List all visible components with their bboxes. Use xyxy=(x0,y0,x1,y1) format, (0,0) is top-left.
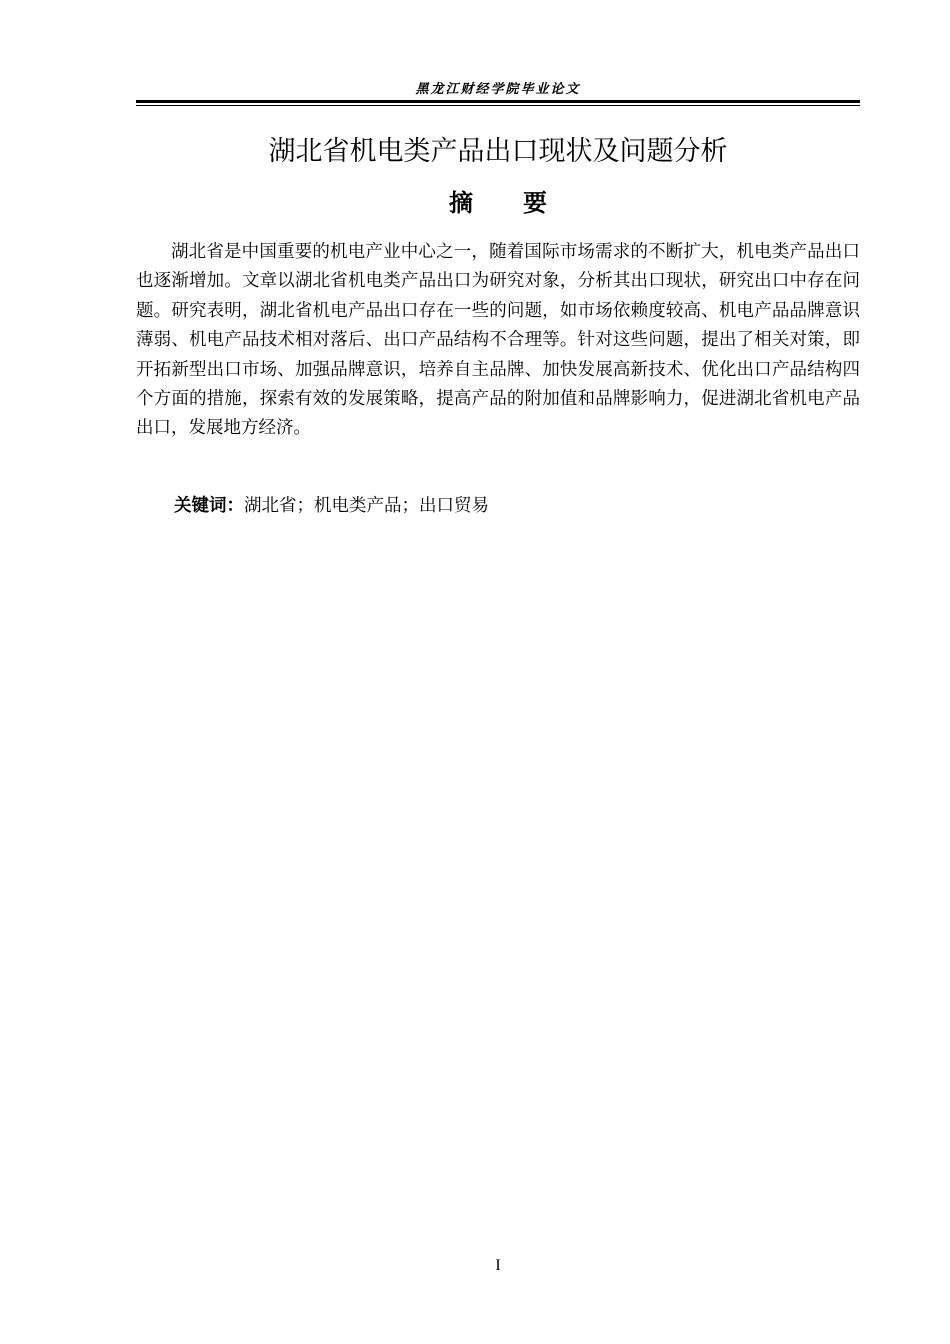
header-rule-thick xyxy=(136,100,860,103)
page-number: I xyxy=(495,1257,501,1274)
abstract-body: 湖北省是中国重要的机电产业中心之一，随着国际市场需求的不断扩大，机电类产品出口也逐渐增加。文章以湖北省机电类产品出口为研究对象，分析其出口现状，研究出口中存在问题。研究表明，湖北省机电产品出口存在一些的问题，如市场依赖度较高、机电产品品牌意识薄弱、机电产品技术相对落后、出口产品结构不合理等。针对这些问题，提出了相关对策，即开拓新型出口市场、加强品牌意识，培养自主品牌、加快发展高新技术、优化出口产品结构四个方面的措施，探索有效的发展策略，提高产品的附加值和品牌影响力，促进湖北省机电产品出口，发展地方经济。 xyxy=(136,242,860,439)
keywords-label: 关键词： xyxy=(174,496,244,516)
keywords-line xyxy=(136,491,860,521)
page-header xyxy=(136,78,860,100)
keywords-value: 湖北省；机电类产品；出口贸易 xyxy=(244,496,489,516)
abstract-heading: 摘要 xyxy=(449,189,597,217)
header-rule-thin xyxy=(136,105,860,106)
header-institution: 黑龙江财经学院毕业论文 xyxy=(415,82,581,97)
document-title: 湖北省机电类产品出口现状及问题分析 xyxy=(268,136,728,167)
